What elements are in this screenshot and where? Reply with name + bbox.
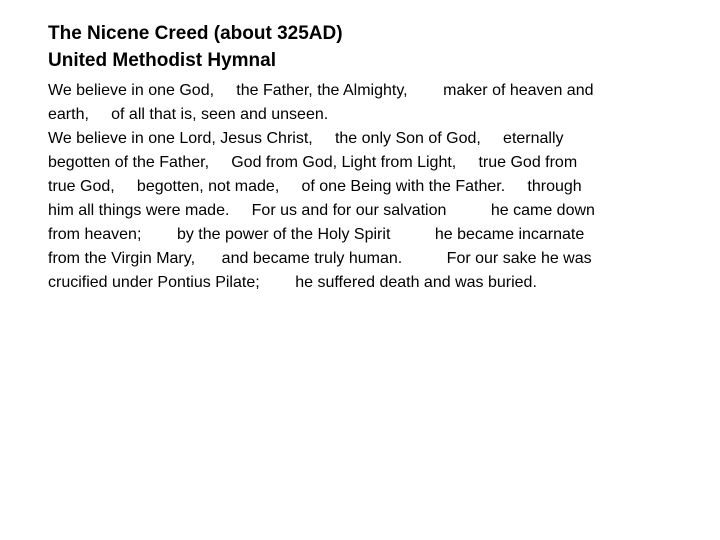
creed-line: crucified under Pontius Pilate; he suffered death and was buried. — [48, 274, 537, 291]
creed-line: from the Virgin Mary, and became truly human. For our sake he was — [48, 250, 592, 267]
slide-content — [48, 20, 678, 295]
creed-line: him all things were made. For us and for our salvation he came down — [48, 202, 595, 219]
title-line-1: The Nicene Creed (about 325AD) — [48, 23, 343, 44]
creed-line: from heaven; by the power of the Holy Spirit he became incarnate — [48, 226, 585, 243]
slide-title — [48, 20, 678, 74]
creed-line: We believe in one Lord, Jesus Christ, the only Son of God, eternally — [48, 130, 564, 147]
creed-line: We believe in one God, the Father, the Almighty, maker of heaven and — [48, 82, 594, 99]
title-line-2: United Methodist Hymnal — [48, 50, 277, 71]
creed-text — [48, 79, 678, 295]
creed-line: earth, of all that is, seen and unseen. — [48, 106, 329, 123]
creed-line: true God, begotten, not made, of one Being with the Father. through — [48, 178, 582, 195]
creed-line: begotten of the Father, God from God, Light from Light, true God from — [48, 154, 578, 171]
